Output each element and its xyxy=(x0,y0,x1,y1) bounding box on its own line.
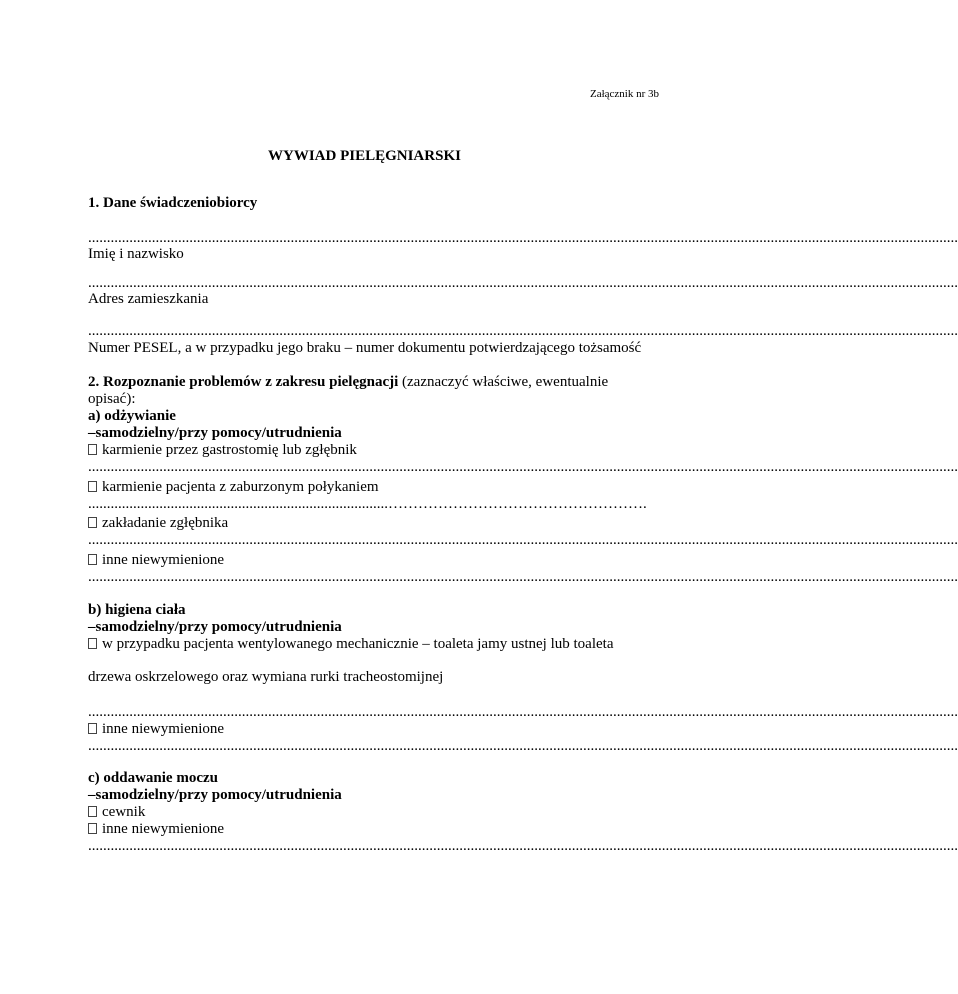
section2-heading-normal: (zaznaczyć właściwe, ewentualnie xyxy=(398,374,609,390)
pesel-label: Numer PESEL, a w przypadku jego braku – numer dokumentu potwierdzającego tożsamość xyxy=(88,340,642,356)
section2-heading-bold: 2. Rozpoznanie problemów z zakresu pielęgnacji xyxy=(88,374,399,390)
a-item-other: inne niewymienione xyxy=(88,551,224,569)
section1-heading: 1. Dane świadczeniobiorcy xyxy=(88,195,258,211)
c-item-other: inne niewymienione xyxy=(88,820,224,838)
address-label: Adres zamieszkania xyxy=(88,291,209,307)
attachment-label: Załącznik nr 3b xyxy=(590,88,660,100)
section2-heading xyxy=(88,373,608,391)
a-item-tube: zakładanie zgłębnika xyxy=(88,514,228,532)
checkbox[interactable] xyxy=(88,481,97,492)
c-item-other-dotted-field[interactable]: ........................................................................................................................................................................................................................................ xyxy=(88,838,958,854)
a-item-swallowing: karmienie pacjenta z zaburzonym połykaniem xyxy=(88,478,379,496)
checkbox[interactable] xyxy=(88,638,97,649)
a-item-tube-dotted-field[interactable]: ........................................................................................................................................................................................................................................ xyxy=(88,532,958,548)
a-item-gastrostomy: karmienie przez gastrostomię lub zgłębnik xyxy=(88,441,357,459)
section2-heading-line2: opisać): xyxy=(88,391,136,407)
subsection-b-status: –samodzielny/przy pomocy/utrudnienia xyxy=(88,619,342,635)
pesel-dotted-field[interactable]: ........................................................................................................................................................................................................................................ xyxy=(88,323,958,339)
c-item-catheter: cewnik xyxy=(88,803,145,821)
name-dotted-field[interactable]: ........................................................................................................................................................................................................................................ xyxy=(88,230,958,246)
checkbox[interactable] xyxy=(88,806,97,817)
b-item-ventilation-dotted-field[interactable]: ........................................................................................................................................................................................................................................ xyxy=(88,704,958,720)
b-item-other: inne niewymienione xyxy=(88,720,224,738)
checkbox[interactable] xyxy=(88,444,97,455)
address-dotted-field[interactable]: ........................................................................................................................................................................................................................................ xyxy=(88,275,958,291)
subsection-a-status: –samodzielny/przy pomocy/utrudnienia xyxy=(88,425,342,441)
b-item-ventilation-line2: drzewa oskrzelowego oraz wymiana rurki tracheostomijnej xyxy=(88,669,444,685)
checkbox[interactable] xyxy=(88,823,97,834)
subsection-b-heading: b) higiena ciała xyxy=(88,602,186,618)
subsection-c-status: –samodzielny/przy pomocy/utrudnienia xyxy=(88,787,342,803)
document-title: WYWIAD PIELĘGNIARSKI xyxy=(268,148,461,164)
subsection-a-heading: a) odżywianie xyxy=(88,408,176,424)
b-item-ventilation: w przypadku pacjenta wentylowanego mechanicznie – toaleta jamy ustnej lub toaleta xyxy=(88,635,613,653)
a-item-other-dotted-field[interactable]: ........................................................................................................................................................................................................................................ xyxy=(88,569,958,585)
name-label: Imię i nazwisko xyxy=(88,246,184,262)
checkbox[interactable] xyxy=(88,723,97,734)
subsection-c-heading: c) oddawanie moczu xyxy=(88,770,218,786)
b-item-other-dotted-field[interactable]: ........................................................................................................................................................................................................................................ xyxy=(88,738,958,754)
a-item-swallowing-dotted-field[interactable]: ................................................................................……………………………………………. xyxy=(88,496,647,512)
checkbox[interactable] xyxy=(88,554,97,565)
a-item-gastrostomy-dotted-field[interactable]: ........................................................................................................................................................................................................................................ xyxy=(88,459,958,475)
checkbox[interactable] xyxy=(88,517,97,528)
